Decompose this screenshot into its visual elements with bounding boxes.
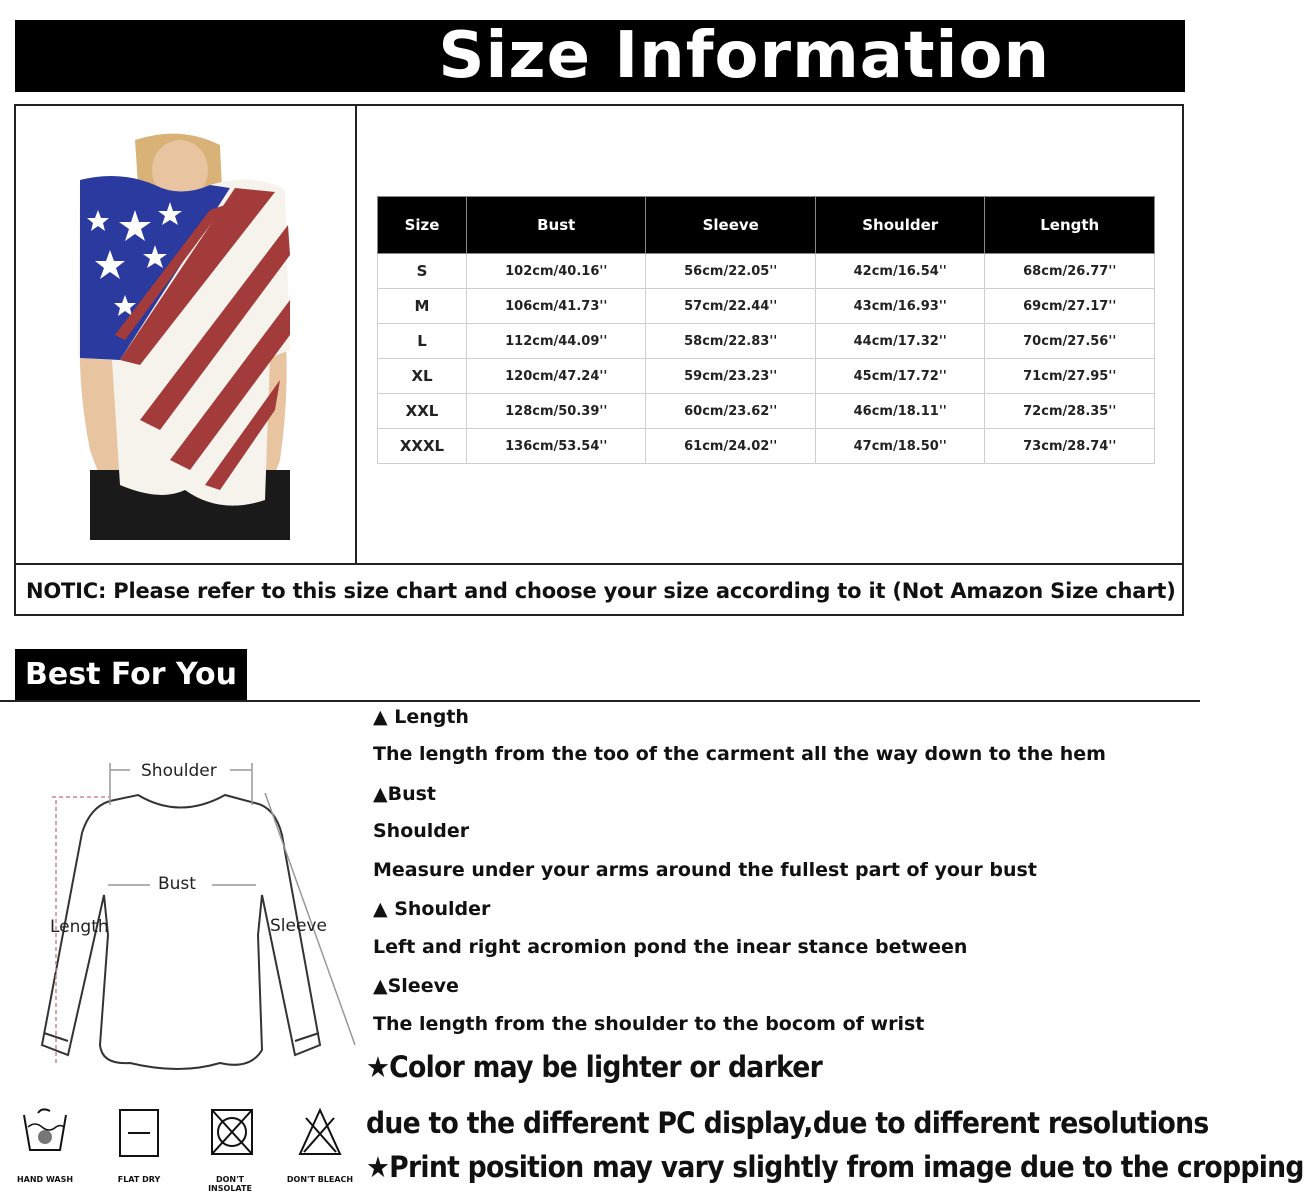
sleeve-heading: ▲Sleeve [373,975,459,997]
size-table [377,196,1155,464]
length-cell: 70cm/27.56'' [985,324,1155,359]
print-position-note: ★Print position may vary slightly from image due to the cropping [366,1150,1304,1184]
bust-cell: 102cm/40.16'' [467,254,646,289]
table-row [378,394,1155,429]
model-photo [60,130,300,540]
sleeve-diagram-label: Sleeve [270,916,327,936]
sleeve-cell: 57cm/22.44'' [646,289,816,324]
shoulder-description: Left and right acromion pond the inear stance between [373,936,968,958]
header-banner [15,20,1185,92]
length-cell: 68cm/26.77'' [985,254,1155,289]
shoulder-cell: 44cm/17.32'' [815,324,985,359]
best-for-you-label: Best For You [25,657,237,692]
shoulder-cell: 42cm/16.54'' [815,254,985,289]
shoulder-cell: 47cm/18.50'' [815,429,985,464]
length-cell: 72cm/28.35'' [985,394,1155,429]
color-note: ★Color may be lighter or darker [366,1050,823,1084]
column-header: Size [378,197,467,254]
size-cell: M [378,289,467,324]
length-heading: ▲ Length [373,706,469,728]
sleeve-cell: 58cm/22.83'' [646,324,816,359]
size-cell: S [378,254,467,289]
shoulder-cell: 43cm/16.93'' [815,289,985,324]
table-row [378,429,1155,464]
sleeve-cell: 56cm/22.05'' [646,254,816,289]
length-cell: 69cm/27.17'' [985,289,1155,324]
shoulder-diagram-label: Shoulder [141,761,217,781]
best-for-you-tab [15,649,247,700]
bust-diagram-label: Bust [158,874,196,894]
sleeve-cell: 60cm/23.62'' [646,394,816,429]
frame-divider [14,563,1184,565]
size-cell: XL [378,359,467,394]
care-label: FLAT DRY [117,1175,161,1184]
column-header: Length [985,197,1155,254]
sleeve-description: The length from the shoulder to the bocom of wrist [373,1013,925,1035]
dont-insolate-icon [208,1106,256,1158]
size-cell: XXXL [378,429,467,464]
section-divider [0,700,1200,702]
dont-bleach-icon [298,1106,342,1158]
shoulder-cell: 45cm/17.72'' [815,359,985,394]
size-cell: XXL [378,394,467,429]
size-cell: L [378,324,467,359]
shoulder-heading: ▲ Shoulder [373,898,491,920]
hand-wash-icon [20,1105,70,1160]
table-row [378,254,1155,289]
length-cell: 73cm/28.74'' [985,429,1155,464]
column-header: Bust [467,197,646,254]
care-label: HAND WASH [16,1175,74,1184]
measurement-diagram [30,745,360,1085]
table-row [378,289,1155,324]
care-label: DON'T INSOLATE [208,1175,252,1193]
display-note: due to the different PC display,due to different resolutions [366,1106,1209,1140]
page-title: Size Information [438,19,1050,93]
shoulder-cell: 46cm/18.11'' [815,394,985,429]
column-header: Sleeve [646,197,816,254]
flat-dry-icon [118,1108,160,1158]
bust-cell: 106cm/41.73'' [467,289,646,324]
frame-divider [355,104,357,564]
table-row [378,359,1155,394]
length-diagram-label: Length [50,917,109,937]
length-cell: 71cm/27.95'' [985,359,1155,394]
bust-description: Measure under your arms around the fullest part of your bust [373,859,1037,881]
bust-cell: 112cm/44.09'' [467,324,646,359]
length-description: The length from the too of the carment all the way down to the hem [373,743,1106,765]
column-header: Shoulder [815,197,985,254]
care-label: DON'T BLEACH [286,1175,354,1184]
shoulder-label: Shoulder [373,820,470,842]
sleeve-cell: 59cm/23.23'' [646,359,816,394]
size-notice: NOTIC: Please refer to this size chart and choose your size according to it (Not Amazon Size chart) [26,579,1176,603]
sleeve-cell: 61cm/24.02'' [646,429,816,464]
bust-cell: 120cm/47.24'' [467,359,646,394]
bust-heading: ▲Bust [373,783,437,805]
bust-cell: 136cm/53.54'' [467,429,646,464]
table-row [378,324,1155,359]
bust-cell: 128cm/50.39'' [467,394,646,429]
table-header-row [378,197,1155,254]
